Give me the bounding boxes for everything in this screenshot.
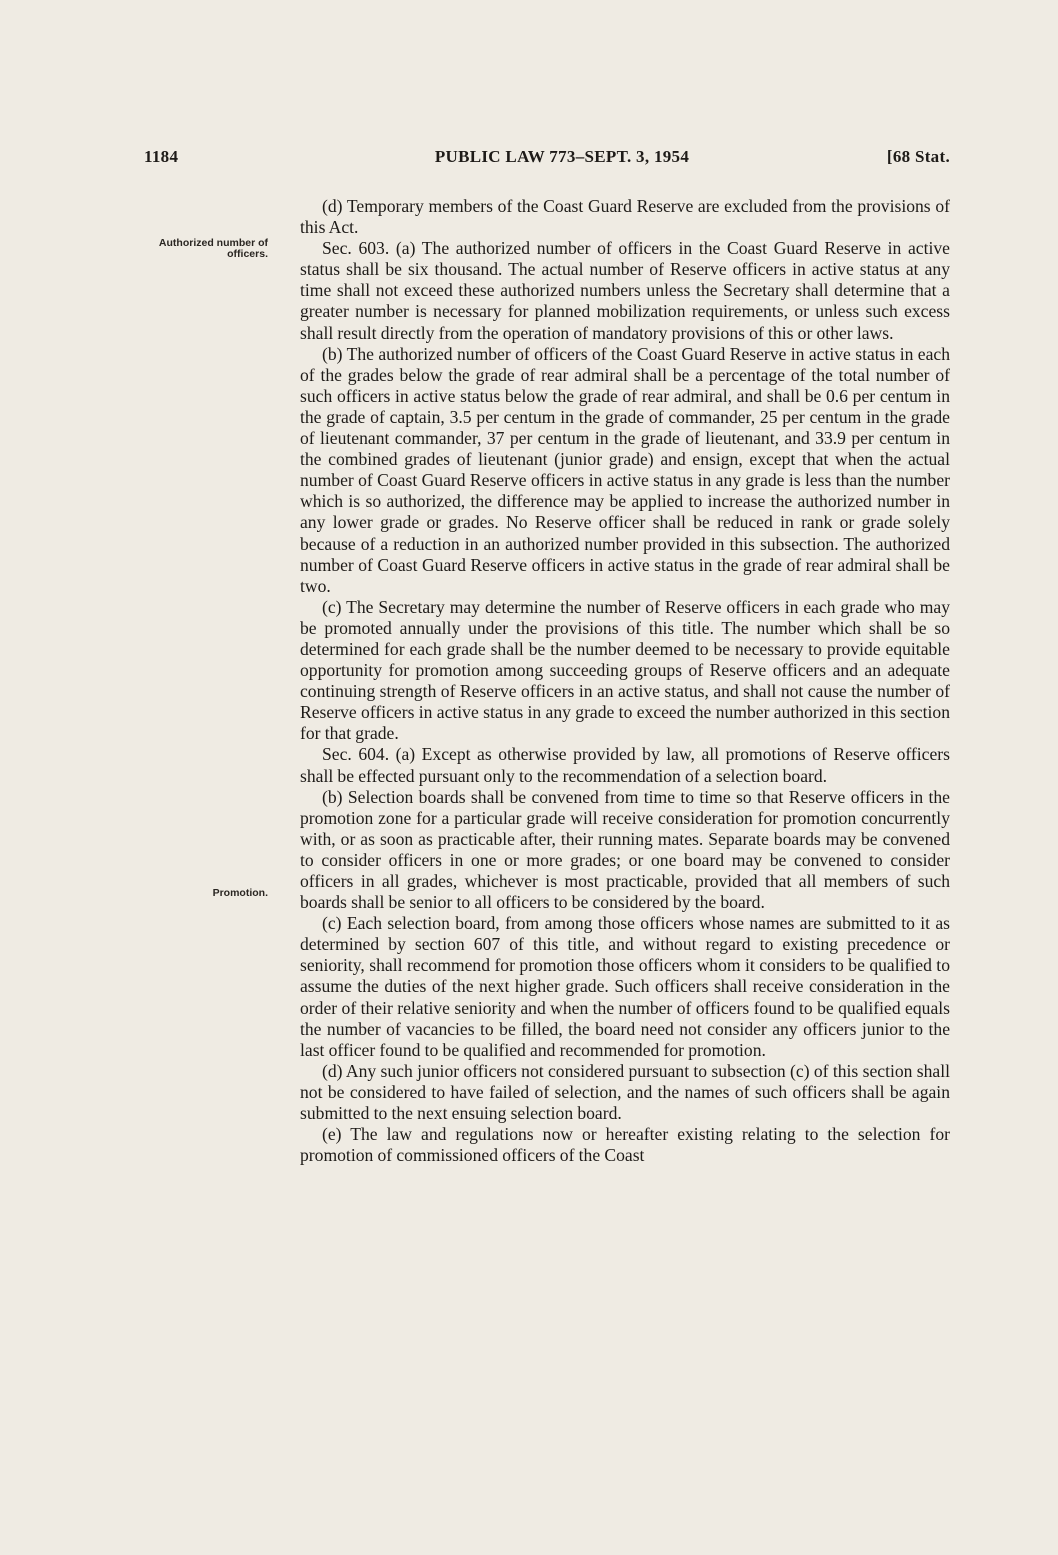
paragraph-sec-604-b: (b) Selection boards shall be convened from time to time so that Reserve officers in the promotion zone for a particular grade will receive consideration for promotion concurrently with, or as soon as practicable after, their running mates. Separate boards may be convened to consider officers in one or more grades; or one board may be convened to consider officers in all grades, whichever is most practicable, provided that all members of such boards shall be senior to all officers to be considered by the board. <box>300 786 950 913</box>
paragraph-sec-604-d: (d) Any such junior officers not considered pursuant to subsection (c) of this section shall not be considered to have failed of selection, and the names of such officers shall be again submitted to the next ensuing selection board. <box>300 1060 950 1124</box>
paragraph-sec-604-e: (e) The law and regulations now or hereafter existing relating to the selection for promotion of commissioned officers of the Coast <box>300 1124 950 1166</box>
running-title: PUBLIC LAW 773–SEPT. 3, 1954 <box>434 147 690 166</box>
volume-reference: [68 Stat. <box>886 147 950 166</box>
paragraph-sec-604-c: (c) Each selection board, from among those officers whose names are submitted to it as determined by section 607 of this title, and without regard to existing precedence or seniority, shall recommend for promotion those officers whom it considers to be qualified to assume the duties of the next higher grade. Such officers shall receive consideration in the order of their relative seniority and when the number of officers found to be qualified equals the number of vacancies to be filled, the board need not consider any officers junior to the last officer found to be qualified and recommended for promotion. <box>300 913 950 1060</box>
statute-text <box>300 196 950 1166</box>
paragraph-sec-604-a: Sec. 604. (a) Except as otherwise provided by law, all promotions of Reserve officers shall be effected pursuant only to the recommendation of a selection board. <box>300 744 950 786</box>
paragraph-sec-603-a: Sec. 603. (a) The authorized number of officers in the Coast Guard Reserve in active status shall be six thousand. The actual number of Reserve officers in active status at any time shall not exceed these authorized numbers unless the Secretary shall determine that a greater number is necessary for planned mobilization requirements, or unless such excess shall result directly from the operation of mandatory provisions of this or other laws. <box>300 238 950 343</box>
margin-note-authorized-number: Authorized number of officers. <box>158 237 268 260</box>
margin-note-promotion: Promotion. <box>212 887 268 899</box>
paragraph-sec-603-b: (b) The authorized number of officers of the Coast Guard Reserve in active status in each of the grades below the grade of rear admiral shall be a percentage of the total number of such officers in active status below the grade of rear admiral, and shall be 0.6 per centum in the grade of captain, 3.5 per centum in the grade of commander, 25 per centum in the grade of lieutenant commander, 37 per centum in the grade of lieutenant, and 33.9 per centum in the combined grades of lieutenant (junior grade) and ensign, except that when the actual number of Coast Guard Reserve officers in active status in any grade is less than the number which is so authorized, the difference may be applied to increase the authorized number in any lower grade or grades. No Reserve officer shall be reduced in rank or grade solely because of a reduction in an authorized number provided in this subsection. The authorized number of Coast Guard Reserve officers in active status in the grade of rear admiral shall be two. <box>300 343 950 596</box>
page-number: 1184 <box>144 147 179 166</box>
page-header <box>144 147 950 171</box>
paragraph-603-preamble-d: (d) Temporary members of the Coast Guard Reserve are excluded from the provisions of this Act. <box>300 196 950 238</box>
paragraph-sec-603-c: (c) The Secretary may determine the number of Reserve officers in each grade who may be promoted annually under the provisions of this title. The number which shall be so determined for each grade shall be the number deemed to be necessary to provide equitable opportunity for promotion among succeeding groups of Reserve officers and an adequate continuing strength of Reserve officers in an active status, and shall not cause the number of Reserve officers in active status in any grade to exceed the number authorized in this section for that grade. <box>300 596 950 744</box>
